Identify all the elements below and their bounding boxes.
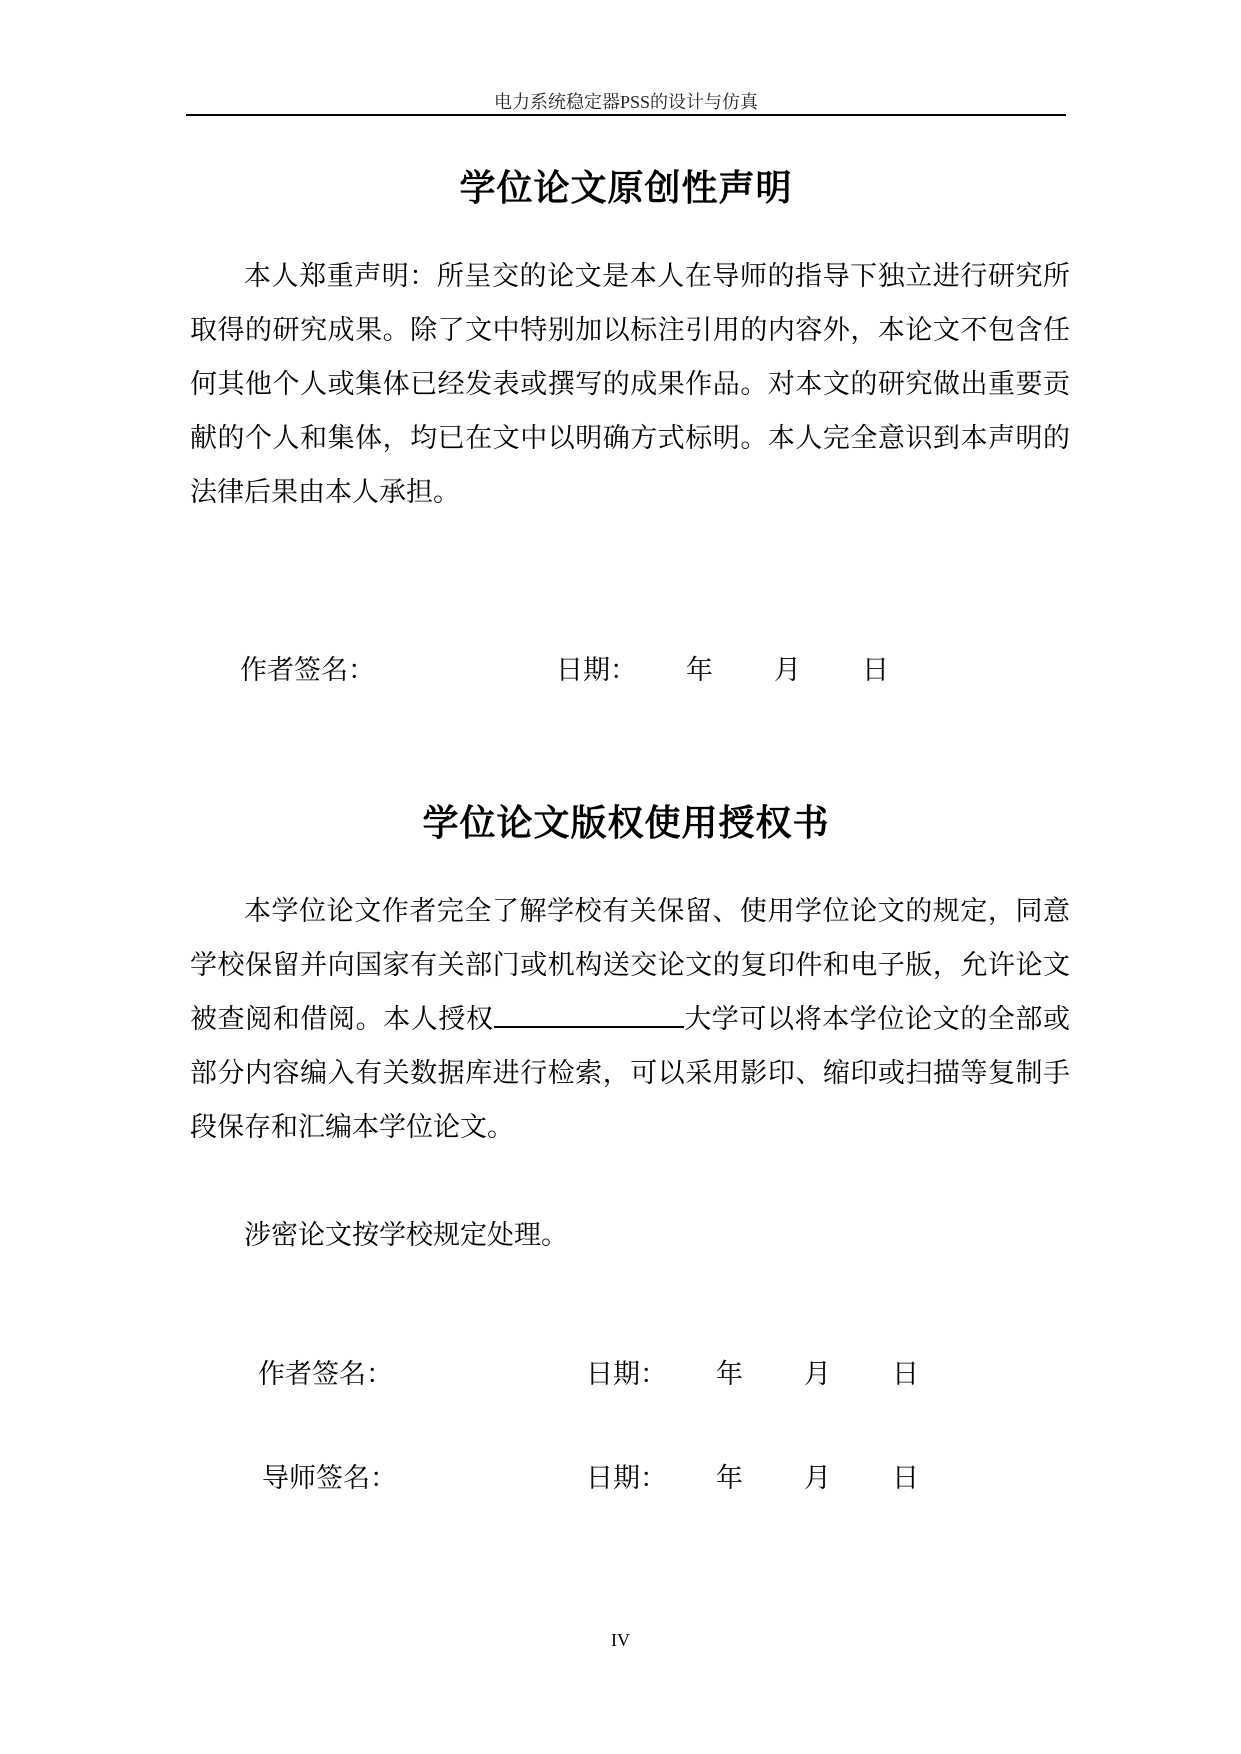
running-header: 电力系统稳定器PSS的设计与仿真 bbox=[493, 92, 759, 112]
copyright-body-part-1: 本学位论文作者完全了解学校有关保留、使用学位论文的规定，同意学校保留并向国家有关部门或机构送交论文的复印件和电子版，允许论文被查阅和借阅。本人授权 bbox=[190, 896, 1070, 1035]
copyright-body bbox=[190, 885, 1070, 1155]
date-label: 日期： bbox=[586, 1463, 667, 1494]
month-label: 月 bbox=[804, 1359, 831, 1390]
day-label: 日 bbox=[892, 1463, 919, 1494]
confidential-note: 涉密论文按学校规定处理。 bbox=[244, 1220, 568, 1251]
day-label: 日 bbox=[862, 655, 889, 686]
supervisor-signature-label: 导师签名： bbox=[262, 1463, 397, 1494]
header-rule bbox=[186, 114, 1066, 116]
date-label: 日期： bbox=[586, 1359, 667, 1390]
originality-body: 本人郑重声明：所呈交的论文是本人在导师的指导下独立进行研究所取得的研究成果。除了文中特别加以标注引用的内容外，本论文不包含任何其他个人或集体已经发表或撰写的成果作品。对本文的研究做出重要贡献的个人和集体，均已在文中以明确方式标明。本人完全意识到本声明的法律后果由本人承担。 bbox=[190, 261, 1070, 508]
month-label: 月 bbox=[804, 1463, 831, 1494]
year-label: 年 bbox=[716, 1463, 743, 1494]
day-label: 日 bbox=[892, 1359, 919, 1390]
date-label: 日期： bbox=[556, 655, 637, 686]
page-number: IV bbox=[611, 1630, 630, 1650]
copyright-body-part-2: 大学可以将本学位论文的全部或部分内容编入有关数据库进行检索，可以采用影印、缩印或扫描等复制手段保存和汇编本学位论文。 bbox=[190, 1004, 1071, 1143]
copyright-title: 学位论文版权使用授权书 bbox=[422, 803, 830, 844]
year-label: 年 bbox=[686, 655, 713, 686]
year-label: 年 bbox=[716, 1359, 743, 1390]
originality-title: 学位论文原创性声明 bbox=[459, 168, 793, 209]
author-signature-label: 作者签名： bbox=[240, 655, 375, 686]
month-label: 月 bbox=[774, 655, 801, 686]
university-blank-field bbox=[494, 1000, 684, 1028]
author-signature-label: 作者签名： bbox=[258, 1359, 393, 1390]
